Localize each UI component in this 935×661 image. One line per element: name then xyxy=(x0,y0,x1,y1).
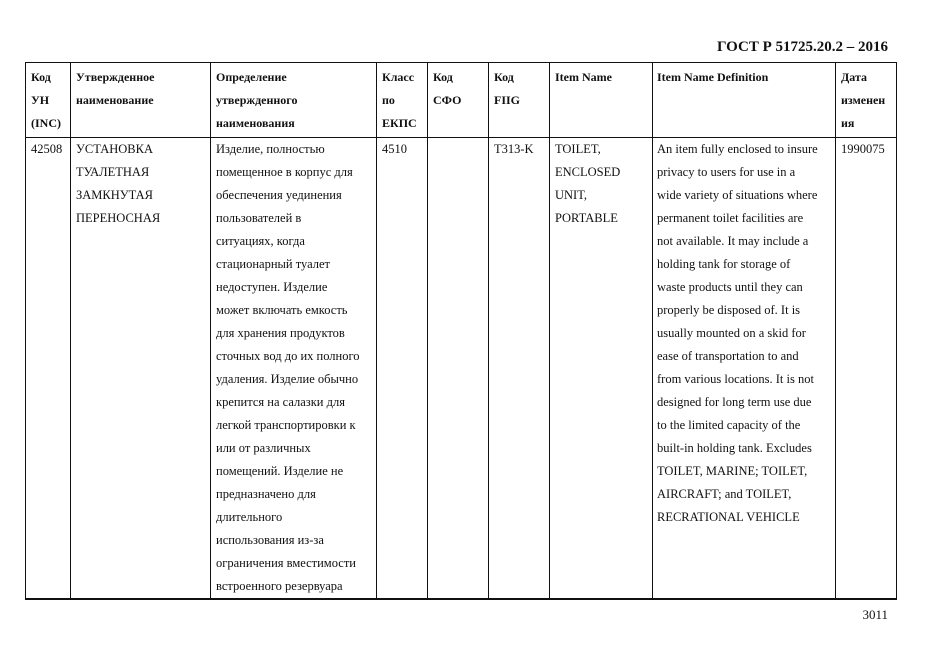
cell-approved-name xyxy=(76,138,208,230)
cell-line: ЗАМКНУТАЯ xyxy=(76,188,153,202)
cell-line: waste products until they can xyxy=(657,280,803,294)
cell-line: удаления. Изделие обычно xyxy=(216,372,359,386)
header-definition xyxy=(216,66,374,135)
cell-line: СФО xyxy=(433,93,462,107)
cell-item-name-definition xyxy=(657,138,833,529)
cell-line: ENCLOSED xyxy=(555,165,621,179)
header-sfo-code xyxy=(433,66,487,112)
cell-line: TOILET, MARINE; TOILET, xyxy=(657,464,808,478)
cell-line: по xyxy=(382,93,395,107)
cell-line: ТУАЛЕТНАЯ xyxy=(76,165,150,179)
column-divider xyxy=(835,63,836,598)
column-divider xyxy=(488,63,489,598)
cell-definition xyxy=(216,138,374,598)
cell-class-ekps xyxy=(382,138,426,161)
table-border-right xyxy=(896,63,897,598)
cell-line: Утвержденное xyxy=(76,70,155,84)
cell-line: или от различных xyxy=(216,441,311,455)
cell-line: 1990075 xyxy=(841,142,885,156)
cell-line: UNIT, xyxy=(555,188,588,202)
cell-line: Изделие, полностью xyxy=(216,142,325,156)
cell-line: 4510 xyxy=(382,142,407,156)
cell-line: TOILET, xyxy=(555,142,601,156)
cell-line: (INC) xyxy=(31,116,61,130)
cell-line: Код xyxy=(31,70,51,84)
cell-line: предназначено для xyxy=(216,487,316,501)
cell-line: built-in holding tank. Excludes xyxy=(657,441,812,455)
cell-line: FIIG xyxy=(494,93,521,107)
cell-line: An item fully enclosed to insure xyxy=(657,142,818,156)
header-approved-name xyxy=(76,66,208,112)
cell-line: УН xyxy=(31,93,50,107)
cell-line: для хранения продуктов xyxy=(216,326,345,340)
cell-inc-code xyxy=(31,138,69,161)
cell-line: usually mounted on a skid for xyxy=(657,326,806,340)
cell-line: not available. It may include a xyxy=(657,234,809,248)
header-inc-code xyxy=(31,66,69,135)
cell-line: УСТАНОВКА xyxy=(76,142,153,156)
cell-line: встроенного резервуара xyxy=(216,579,343,593)
cell-line: помещенное в корпус для xyxy=(216,165,353,179)
cell-line: holding tank for storage of xyxy=(657,257,791,271)
cell-line: стационарный туалет xyxy=(216,257,331,271)
cell-line: properly be disposed of. It is xyxy=(657,303,801,317)
column-divider xyxy=(210,63,211,598)
cell-line: помещений. Изделие не xyxy=(216,464,344,478)
cell-line: легкой транспортировки к xyxy=(216,418,356,432)
cell-line: privacy to users for use in a xyxy=(657,165,796,179)
cell-line: длительного xyxy=(216,510,283,524)
cell-line: изменен xyxy=(841,93,886,107)
cell-line: пользователей в xyxy=(216,211,302,225)
cell-line: ease of transportation to and xyxy=(657,349,799,363)
cell-change-date xyxy=(841,138,895,161)
cell-line: недоступен. Изделие xyxy=(216,280,328,294)
cell-line: Item Name Definition xyxy=(657,70,769,84)
cell-line: Код xyxy=(494,70,514,84)
column-divider xyxy=(549,63,550,598)
cell-line: сточных вод до их полного xyxy=(216,349,360,363)
cell-item-name xyxy=(555,138,651,230)
column-divider xyxy=(652,63,653,598)
cell-line: Класс xyxy=(382,70,415,84)
cell-line: использования из-за xyxy=(216,533,324,547)
cell-line: ограничения вместимости xyxy=(216,556,356,570)
header-class-ekps xyxy=(382,66,426,135)
cell-line: designed for long term use due xyxy=(657,395,812,409)
header-fiig-code xyxy=(494,66,548,112)
column-divider xyxy=(70,63,71,598)
cell-line: permanent toilet facilities are xyxy=(657,211,804,225)
cell-line: Определение xyxy=(216,70,287,84)
cell-line: может включать емкость xyxy=(216,303,348,317)
cell-line: from various locations. It is not xyxy=(657,372,814,386)
column-divider xyxy=(376,63,377,598)
cell-line: RECRATIONAL VEHICLE xyxy=(657,510,800,524)
cell-line: ПЕРЕНОСНАЯ xyxy=(76,211,161,225)
cell-line: Код xyxy=(433,70,453,84)
cell-line: AIRCRAFT; and TOILET, xyxy=(657,487,792,501)
header-item-name xyxy=(555,66,651,89)
cell-line: утвержденного xyxy=(216,93,298,107)
cell-line: ия xyxy=(841,116,855,130)
cell-line: Дата xyxy=(841,70,867,84)
cell-line: wide variety of situations where xyxy=(657,188,818,202)
cell-fiig-code xyxy=(494,138,548,161)
cell-line: наименования xyxy=(216,116,295,130)
cell-line: ЕКПС xyxy=(382,116,417,130)
cell-line: PORTABLE xyxy=(555,211,618,225)
cell-line: to the limited capacity of the xyxy=(657,418,801,432)
cell-line: обеспечения уединения xyxy=(216,188,342,202)
data-table xyxy=(25,62,897,600)
cell-line: Item Name xyxy=(555,70,612,84)
cell-line: наименование xyxy=(76,93,154,107)
cell-line: 42508 xyxy=(31,142,63,156)
document-title: ГОСТ Р 51725.20.2 – 2016 xyxy=(716,39,888,55)
column-divider xyxy=(427,63,428,598)
header-change-date xyxy=(841,66,895,135)
table-border-left xyxy=(25,63,26,598)
cell-line: крепится на салазки для xyxy=(216,395,345,409)
cell-line: T313-K xyxy=(494,142,534,156)
header-item-name-definition xyxy=(657,66,833,89)
page-number: 3011 xyxy=(862,607,888,622)
cell-line: ситуациях, когда xyxy=(216,234,305,248)
